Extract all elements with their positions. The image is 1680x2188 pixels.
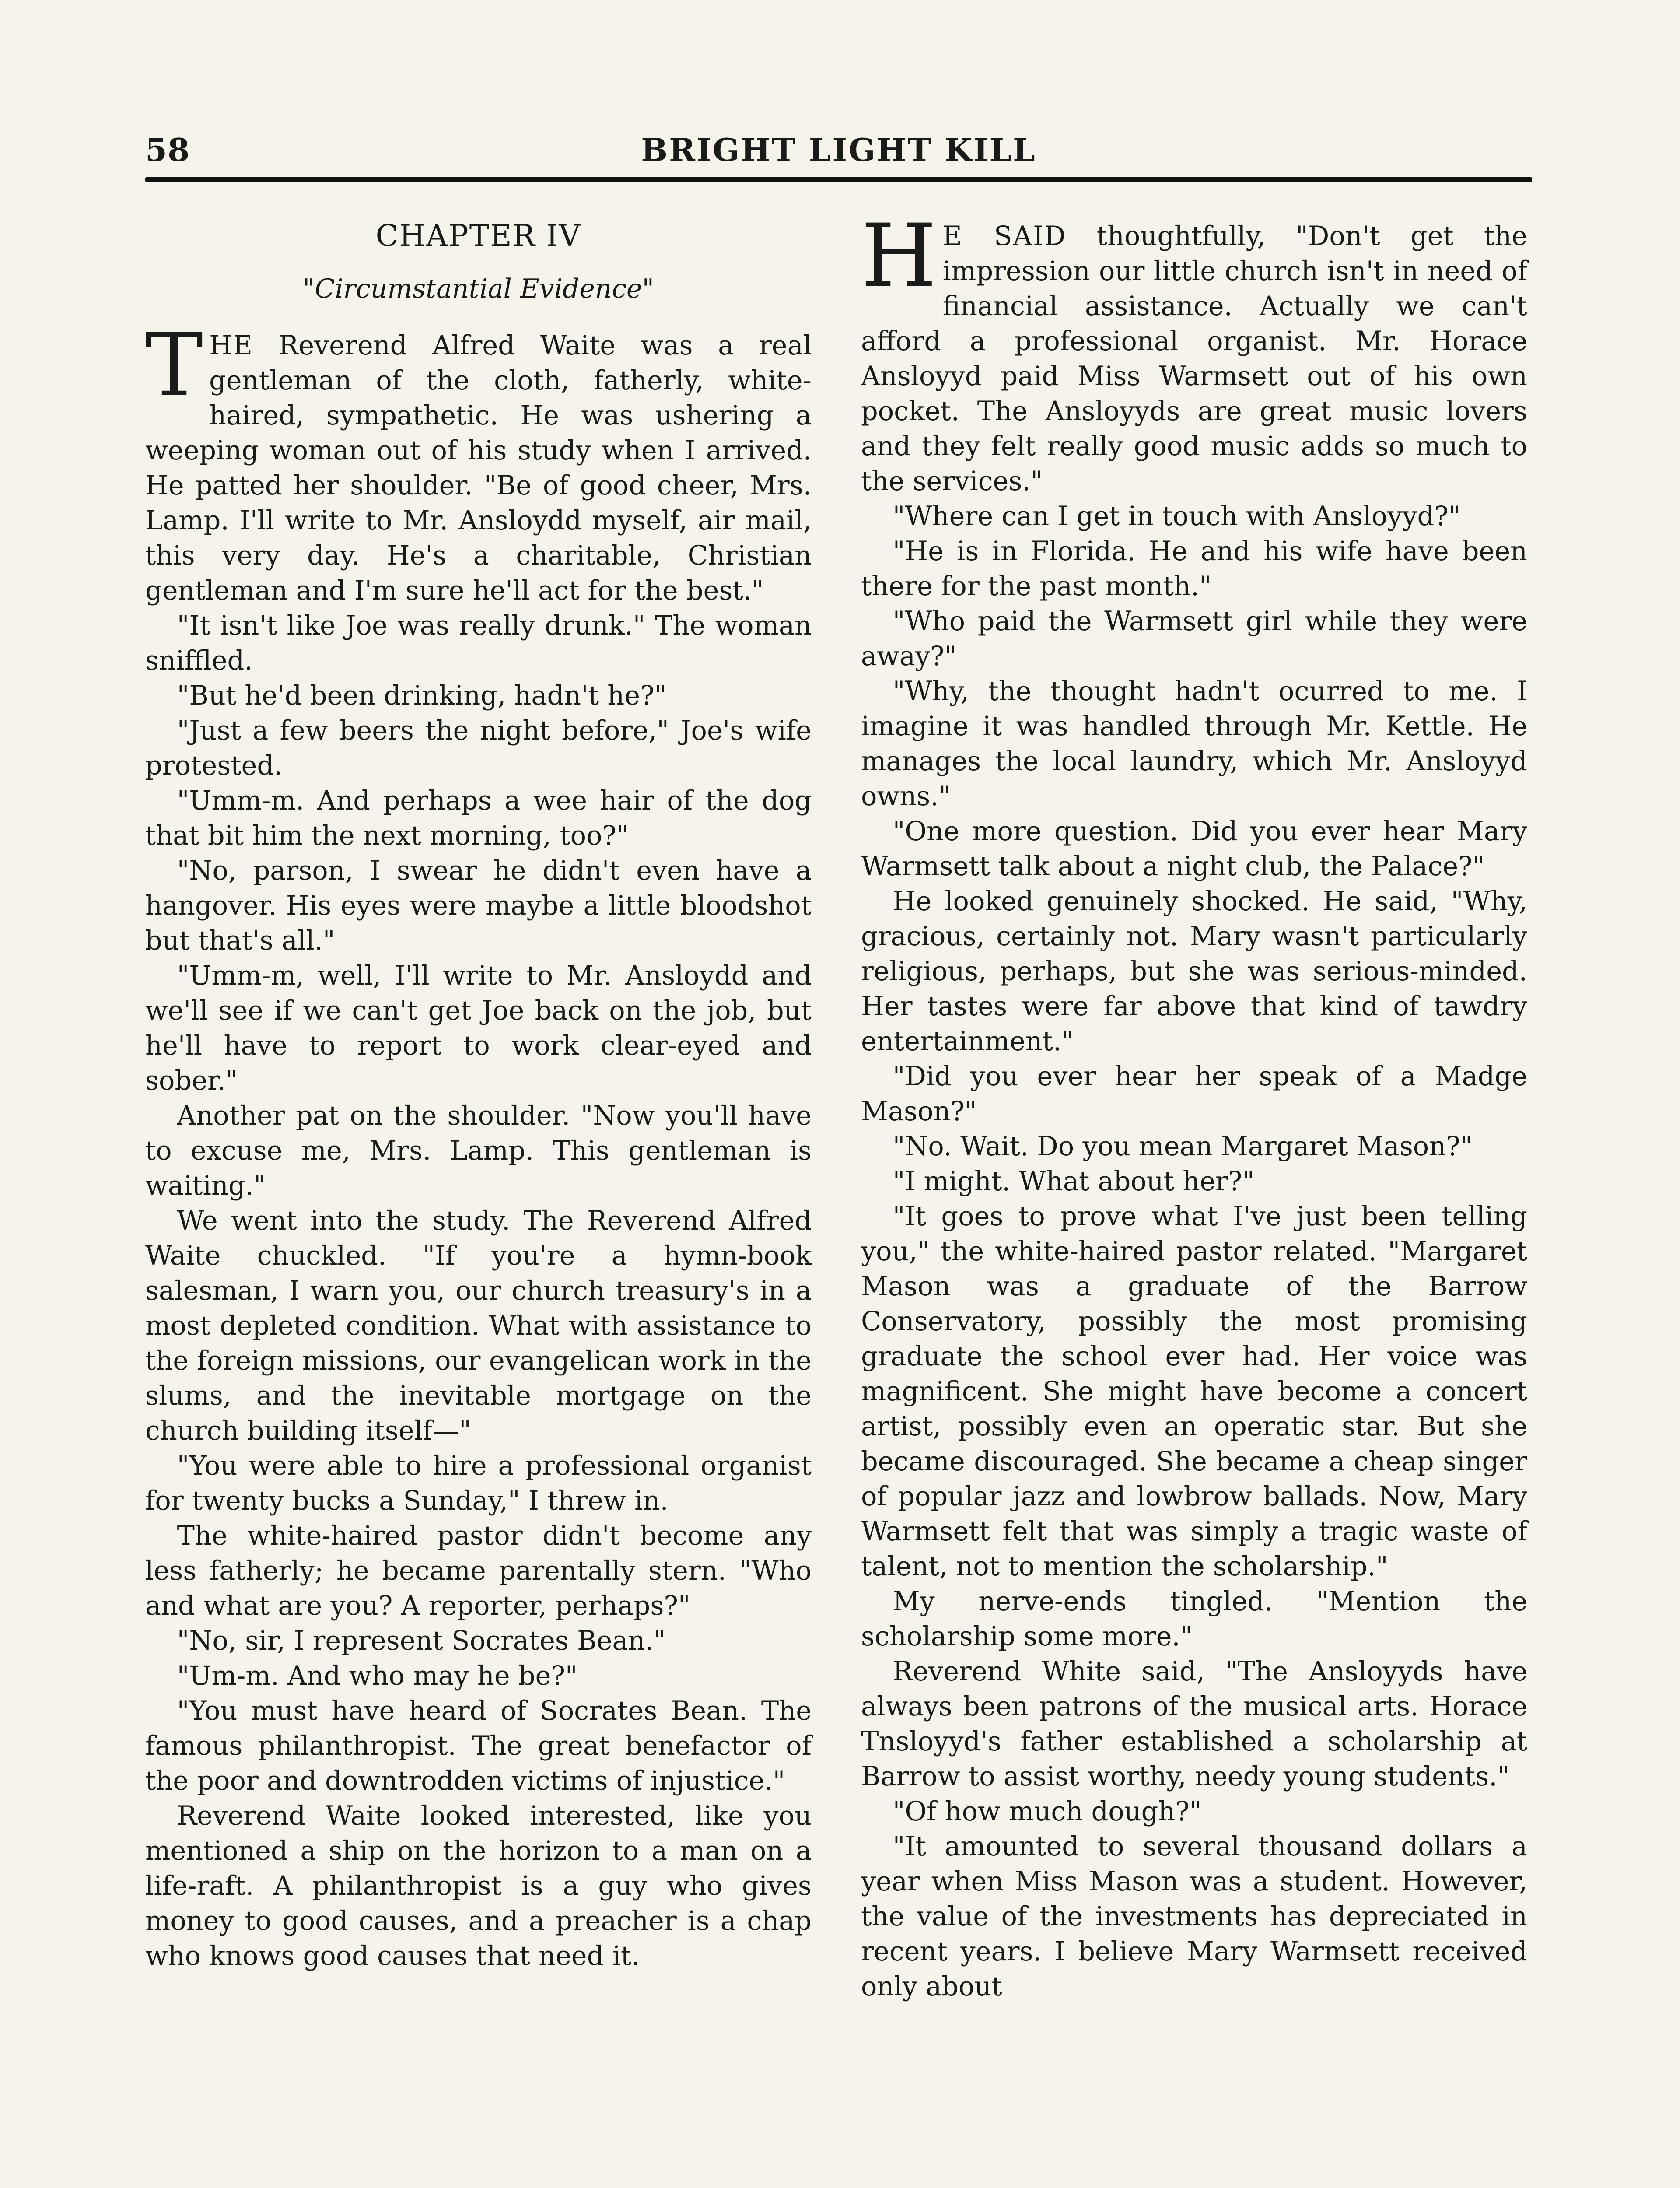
paragraph: "No. Wait. Do you mean Margaret Mason?"	[892, 1131, 1473, 1162]
left-column	[145, 219, 812, 1974]
page-number: 58	[145, 131, 190, 168]
paragraph: "He is in Florida. He and his wife have been there for the past month."	[861, 536, 1527, 602]
paragraph: "No, sir, I represent Socrates Bean."	[177, 1626, 666, 1656]
paragraph: "One more question. Did you ever hear Mary Warmsett talk about a night club, the Palace?"	[861, 816, 1527, 882]
paragraph: He looked genuinely shocked. He said, "Why, gracious, certainly not. Mary wasn't particularly religious, perhaps, but she was serious-minded. Her tastes were far above that kind of tawdry entertainment."	[861, 886, 1527, 1057]
paragraph: "Did you ever hear her speak of a Madge Mason?"	[861, 1061, 1527, 1127]
paragraph: "I might. What about her?"	[892, 1166, 1255, 1197]
running-title: BRIGHT LIGHT KILL	[641, 131, 1036, 168]
paragraph: "Umm-m, well, I'll write to Mr. Ansloydd and we'll see if we can't get Joe back on the job, but he'll have to report to work clear-eyed and sober."	[145, 961, 812, 1096]
paragraph: "You must have heard of Socrates Bean. The famous philanthropist. The great benefactor of the poor and downtrodden victims of injustice."	[145, 1696, 812, 1796]
right-column	[861, 205, 1527, 2004]
drop-cap: H	[861, 205, 937, 306]
chapter-subtitle: "Circumstantial Evidence"	[302, 274, 654, 304]
paragraph: "It goes to prove what I've just been telling you," the white-haired pastor related. "Margaret Mason was a graduate of the Barrow Conservatory, possibly the most promising graduate the school ever had. Her voice was magnificent. She might have become a concert artist, possibly even an operatic star. But she became discouraged. She became a cheap singer of popular jazz and lowbrow ballads. Now, Mary Warmsett felt that was simply a tragic waste of talent, not to mention the scholarship."	[861, 1201, 1527, 1582]
paragraph: "You were able to hire a professional organist for twenty bucks a Sunday," I threw in.	[145, 1451, 812, 1516]
paragraph: The white-haired pastor didn't become any less fatherly; he became parentally stern. "Who and what are you? A reporter, perhaps?"	[145, 1521, 812, 1621]
paragraph: "Um-m. And who may he be?"	[177, 1661, 578, 1691]
paragraph: Reverend White said, "The Ansloyyds have always been patrons of the musical arts. Horace Tnsloyyd's father established a scholarship at Barrow to assist worthy, needy young students."	[861, 1656, 1527, 1792]
paragraph: "Why, the thought hadn't ocurred to me. I imagine it was handled through Mr. Kettle. He manages the local laundry, which Mr. Ansloyyd owns."	[861, 676, 1527, 812]
paragraph: Another pat on the shoulder. "Now you'll have to excuse me, Mrs. Lamp. This gentleman is waiting."	[145, 1101, 812, 1201]
chapter-title: CHAPTER IV	[375, 219, 581, 253]
paragraph: "Who paid the Warmsett girl while they were away?"	[861, 606, 1527, 672]
paragraph: "It isn't like Joe was really drunk." The woman sniffled.	[145, 610, 812, 676]
header-rule	[145, 177, 1532, 182]
paragraph: "No, parson, I swear he didn't even have a hangover. His eyes were maybe a little bloodshot but that's all."	[145, 856, 812, 956]
paragraph: "Umm-m. And perhaps a wee hair of the dog that bit him the next morning, too?"	[145, 785, 812, 851]
opening-text: Reverend Alfred Waite was a real gentleman of the cloth, fatherly, white-haired, sympathetic. He was ushering a weeping woman out of his study when I arrived. He patted her shoulder. "Be of good cheer, Mrs. Lamp. I'll write to Mr. Ansloydd myself, air mail, this very day. He's a charitable, Christian gentleman and I'm sure he'll act for the best."	[145, 330, 812, 606]
paragraph: "It amounted to several thousand dollars a year when Miss Mason was a student. However, the value of the investments has depreciated in recent years. I believe Mary Warmsett received only about	[861, 1831, 1527, 2002]
opening-caps: E SAID	[942, 221, 1067, 252]
paragraph: Reverend Waite looked interested, like you mentioned a ship on the horizon to a man on a life-raft. A philanthropist is a guy who gives money to good causes, and a preacher is a chap who knows good causes that need it.	[145, 1801, 812, 1971]
opening-text: thoughtfully, "Don't get the impression our little church isn't in need of financial assistance. Actually we can't afford a professional organist. Mr. Horace Ansloyyd paid Miss Warmsett out of his own pocket. The Ansloyyds are great music lovers and they felt really good music adds so much to the services."	[861, 221, 1527, 497]
paragraph: My nerve-ends tingled. "Mention the scholarship some more."	[861, 1586, 1527, 1652]
paragraph: "But he'd been drinking, hadn't he?"	[177, 680, 667, 711]
paragraph: "Where can I get in touch with Ansloyyd?"	[892, 501, 1461, 532]
opening-paragraph	[145, 315, 812, 608]
drop-cap: T	[145, 315, 203, 416]
paragraph: "Of how much dough?"	[892, 1796, 1202, 1827]
paragraph: We went into the study. The Reverend Alfred Waite chuckled. "If you're a hymn-book salesman, I warn you, our church treasury's in a most depleted condition. What with assistance to the foreign missions, our evangelican work in the slums, and the inevitable mortgage on the church building itself—"	[145, 1206, 812, 1446]
opening-paragraph	[861, 205, 1527, 499]
paragraph: "Just a few beers the night before," Joe's wife protested.	[145, 715, 812, 781]
page-header	[145, 131, 1532, 166]
opening-caps: HE	[209, 330, 254, 361]
